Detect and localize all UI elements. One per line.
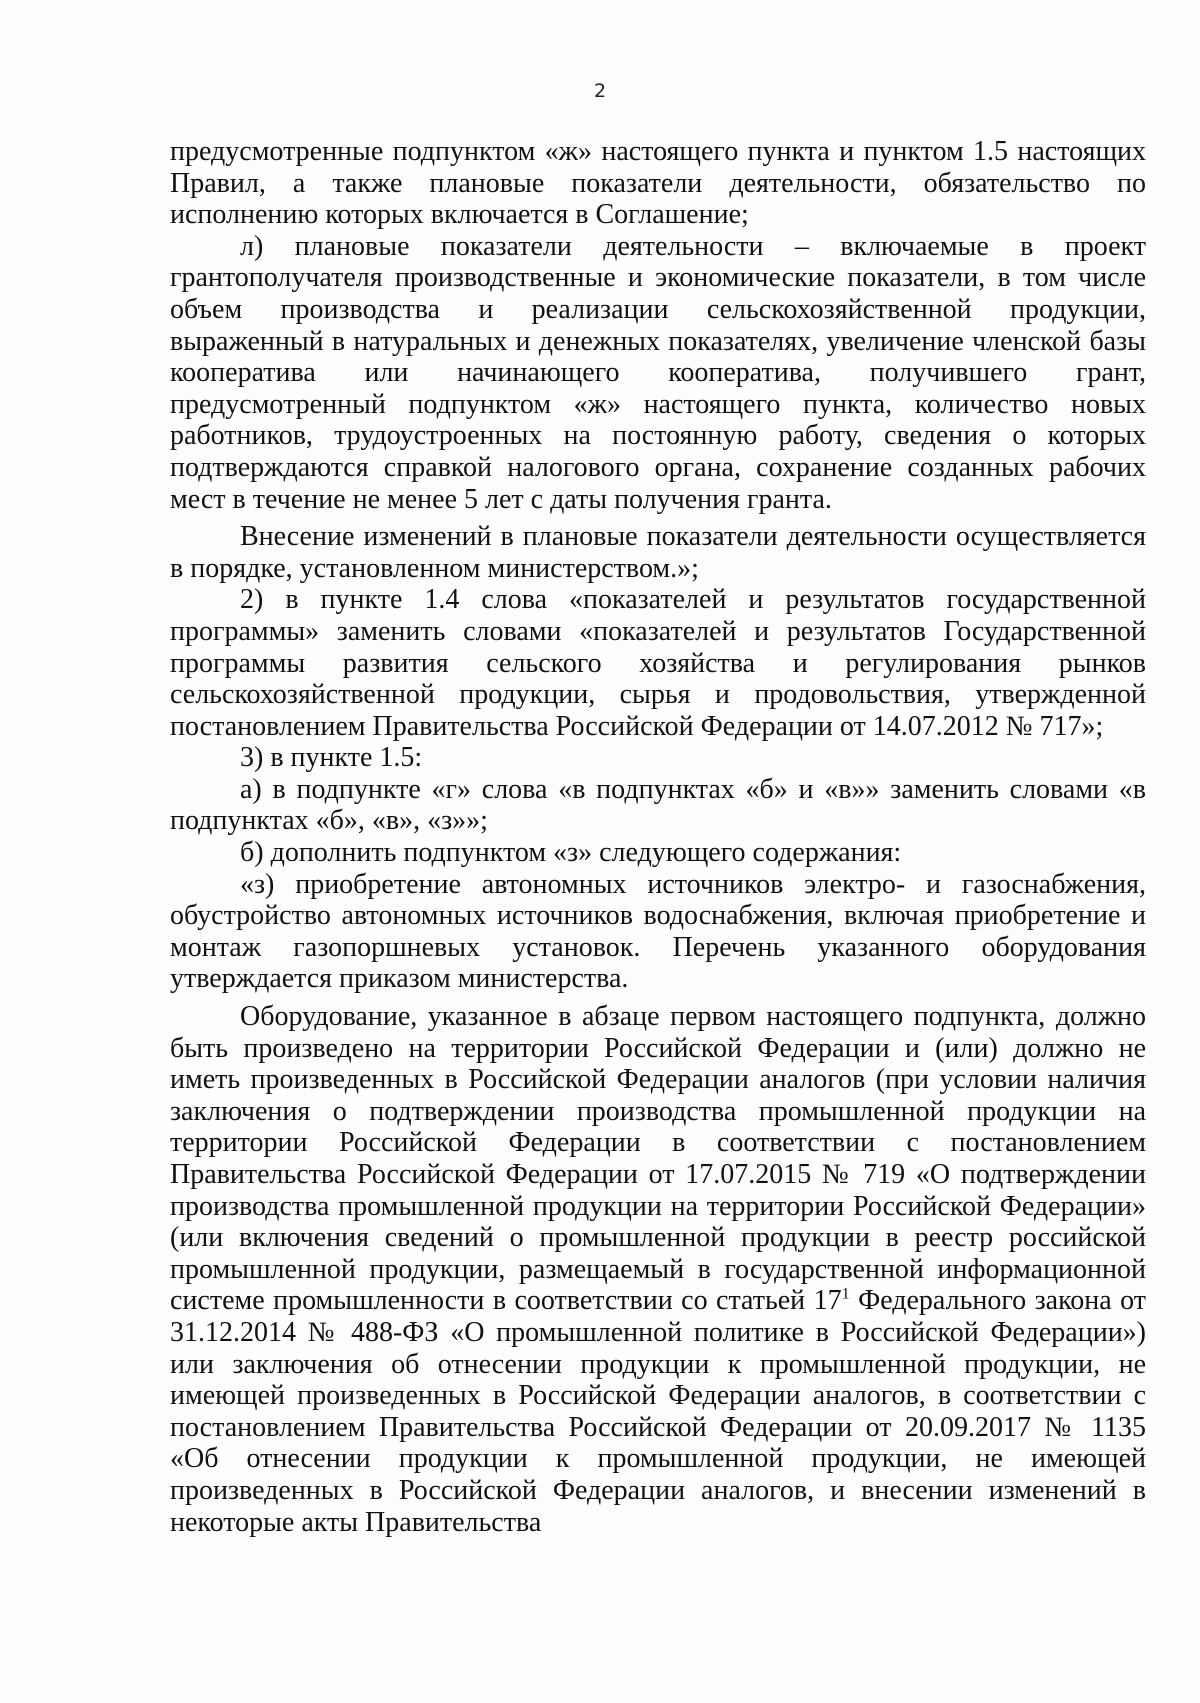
paragraph-item-l: л) плановые показатели деятельности – включаемые в проект грантополучателя производственные и экономические показатели, в том числе объем производства и реализации сельскохозяйственной продукции, выраженный в натуральных и денежных показателях, увеличение членской базы кооператива или начинающего кооператива, получившего грант, предусмотренный подпунктом «ж» настоящего пункта, количество новых работников, трудоустроенных на постоянную работу, сведения о которых подтверждаются справкой налогового органа, сохранение созданных рабочих мест в течение не менее 5 лет с даты получения гранта. [170, 230, 1146, 515]
paragraph-equipment-part1: Оборудование, указанное в абзаце первом настоящего подпункта, должно быть произведено на территории Российской Федерации и (или) должно не иметь произведенных в Российской Федерации аналогов (при условии наличия заключения о подтверждении производства промышленной продукции на территории Российской Федерации в соответствии с постановлением Правительства Российской Федерации от 17.07.2015 № 719 «О подтверждении производства промышленной продукции на территории Российской Федерации» (или включения сведений о промышленной продукции в реестр российской промышленной продукции, размещаемый в государственной информационной системе промышленности в соответствии со статьей 17 [170, 1001, 1146, 1317]
superscript-footnote: 1 [841, 1286, 850, 1304]
paragraph-equipment-part2: Федерального закона от 31.12.2014 № 488-ФЗ «О промышленной политике в Российской Федерации») или заключения об отнесении продукции к промышленной продукции, не имеющей произведенных в Российской Федерации аналогов, в соответствии с постановлением Правительства Российской Федерации от 20.09.2017 № 1135 «Об отнесении продукции к промышленной продукции, не имеющей произведенных в Российской Федерации аналогов, и внесении изменений в некоторые акты Правительства [170, 1285, 1146, 1538]
paragraph-item-3a: а) в подпункте «г» слова «в подпунктах «б» и «в»» заменить словами «в подпунктах «б», «в», «з»»; [170, 773, 1146, 837]
paragraph-changes-note: Внесение изменений в плановые показатели деятельности осуществляется в порядке, установленном министерством.»; [170, 521, 1146, 584]
paragraph-item-3b: б) дополнить подпунктом «з» следующего содержания: [240, 837, 902, 869]
document-body [170, 136, 1146, 1538]
page-number: 2 [593, 80, 607, 102]
paragraph-equipment [170, 1001, 1146, 1538]
paragraph-continuation: предусмотренные подпунктом «ж» настоящего пункта и пунктом 1.5 настоящих Правил, а также плановые показатели деятельности, обязательство по исполнению которых включается в Соглашение; [170, 136, 1146, 231]
paragraph-item-2: 2) в пункте 1.4 слова «показателей и результатов государственной программы» заменить словами «показателей и результатов Государственной программы развития сельского хозяйства и регулирования рынков сельскохозяйственной продукции, сырья и продовольствия, утвержденной постановлением Правительства Российской Федерации от 14.07.2012 № 717»; [170, 584, 1146, 742]
paragraph-item-z: «з) приобретение автономных источников электро- и газоснабжения, обустройство автономных источников водоснабжения, включая приобретение и монтаж газопоршневых установок. Перечень указанного оборудования утверждается приказом министерства. [170, 868, 1146, 995]
paragraph-item-3: 3) в пункте 1.5: [240, 742, 423, 774]
